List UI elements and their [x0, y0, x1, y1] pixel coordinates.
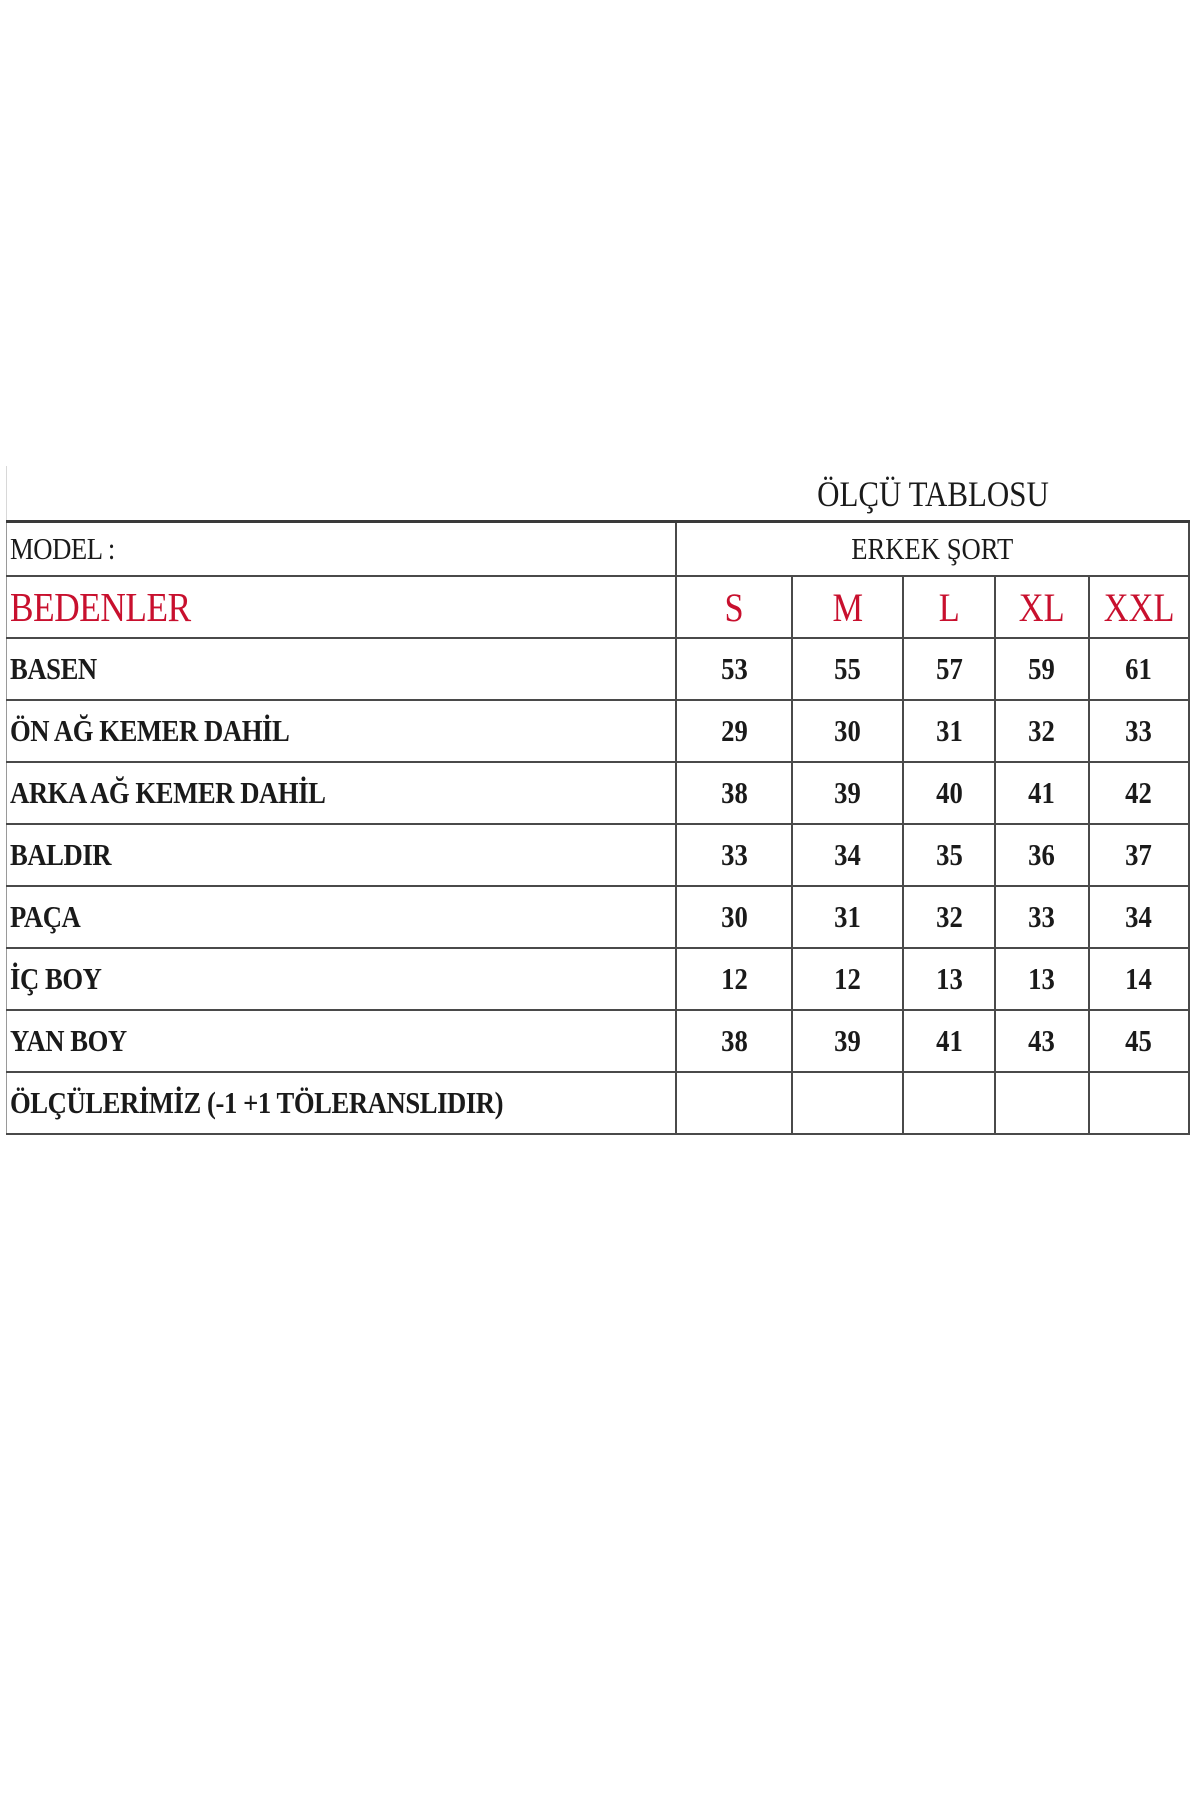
size-header: XL [1019, 584, 1065, 630]
value-cell [676, 638, 792, 700]
empty-cell [995, 1072, 1089, 1134]
value-cell [676, 886, 792, 948]
row-label-cell [7, 700, 676, 762]
empty-cell [1089, 1072, 1189, 1134]
cell-value: 43 [1028, 1023, 1056, 1058]
row-label-cell [7, 762, 676, 824]
chart-title: ÖLÇÜ TABLOSU [817, 474, 1049, 514]
cell-value: 38 [720, 775, 748, 810]
cell-value: 30 [720, 899, 748, 934]
size-header-cell [676, 576, 792, 638]
size-header-cell [903, 576, 995, 638]
left-border-line [6, 466, 7, 520]
value-cell [995, 1010, 1089, 1072]
model-label: MODEL : [10, 531, 115, 566]
cell-value: 31 [935, 713, 963, 748]
cell-value: 39 [834, 775, 861, 810]
row-label-cell [7, 948, 676, 1010]
model-row [7, 522, 1190, 577]
size-header-cell [792, 576, 903, 638]
value-cell [792, 886, 903, 948]
cell-value: 14 [1125, 961, 1153, 996]
cell-value: 32 [935, 899, 963, 934]
value-cell [676, 824, 792, 886]
tolerance-row [7, 1072, 1190, 1134]
cell-value: 55 [834, 651, 861, 686]
cell-value: 31 [834, 899, 861, 934]
cell-value: 33 [1028, 899, 1056, 934]
value-cell [903, 886, 995, 948]
model-label-cell [7, 522, 676, 577]
cell-value: 61 [1125, 651, 1153, 686]
value-cell [995, 886, 1089, 948]
value-cell [676, 700, 792, 762]
value-cell [1089, 948, 1189, 1010]
model-value: ERKEK ŞORT [851, 531, 1014, 566]
row-label: BALDIR [10, 837, 112, 872]
value-cell [792, 762, 903, 824]
cell-value: 37 [1125, 837, 1153, 872]
value-cell [995, 948, 1089, 1010]
size-chart [6, 466, 1190, 1152]
value-cell [903, 638, 995, 700]
cell-value: 34 [1125, 899, 1153, 934]
value-cell [903, 762, 995, 824]
row-label: BASEN [10, 651, 97, 686]
table-row [7, 638, 1190, 700]
cell-value: 34 [834, 837, 861, 872]
value-cell [995, 638, 1089, 700]
value-cell [995, 824, 1089, 886]
value-cell [676, 762, 792, 824]
row-label-cell [7, 638, 676, 700]
cell-value: 38 [720, 1023, 748, 1058]
value-cell [676, 1010, 792, 1072]
empty-cell [676, 1072, 792, 1134]
row-label: YAN BOY [10, 1023, 127, 1058]
table-row [7, 762, 1190, 824]
value-cell [1089, 824, 1189, 886]
sizes-header-row [7, 576, 1190, 638]
cell-value: 33 [1125, 713, 1153, 748]
value-cell [995, 762, 1089, 824]
cell-value: 45 [1125, 1023, 1153, 1058]
value-cell [1089, 886, 1189, 948]
cell-value: 40 [935, 775, 963, 810]
cell-value: 32 [1028, 713, 1056, 748]
cell-value: 36 [1028, 837, 1056, 872]
tolerance-note-cell [7, 1072, 676, 1134]
sizes-label: BEDENLER [10, 584, 191, 630]
row-label: PAÇA [10, 899, 81, 934]
cell-value: 13 [1028, 961, 1056, 996]
empty-cell [903, 1072, 995, 1134]
cell-value: 29 [720, 713, 748, 748]
cell-value: 59 [1028, 651, 1056, 686]
row-label: İÇ BOY [10, 961, 102, 996]
value-cell [995, 700, 1089, 762]
cell-value: 53 [720, 651, 748, 686]
value-cell [792, 638, 903, 700]
cell-value: 42 [1125, 775, 1153, 810]
value-cell [903, 948, 995, 1010]
value-cell [903, 1010, 995, 1072]
empty-cell [792, 1072, 903, 1134]
value-cell [676, 948, 792, 1010]
tolerance-note: ÖLÇÜLERİMİZ (-1 +1 TÖLERANSLIDIR) [10, 1085, 504, 1120]
cell-value: 35 [935, 837, 963, 872]
value-cell [792, 948, 903, 1010]
value-cell [1089, 1010, 1189, 1072]
cell-value: 30 [834, 713, 861, 748]
row-label: ÖN AĞ KEMER DAHİL [10, 713, 290, 748]
value-cell [792, 700, 903, 762]
value-cell [903, 700, 995, 762]
row-label-cell [7, 1010, 676, 1072]
cell-value: 57 [935, 651, 963, 686]
table-row [7, 886, 1190, 948]
table-row [7, 700, 1190, 762]
value-cell [903, 824, 995, 886]
value-cell [792, 824, 903, 886]
cell-value: 13 [935, 961, 963, 996]
value-cell [1089, 638, 1189, 700]
table-row [7, 824, 1190, 886]
size-header: L [938, 584, 960, 630]
table-row [7, 1010, 1190, 1072]
value-cell [1089, 762, 1189, 824]
row-label-cell [7, 824, 676, 886]
cell-value: 39 [834, 1023, 861, 1058]
table-row [7, 948, 1190, 1010]
size-header-cell [1089, 576, 1189, 638]
cell-value: 12 [720, 961, 748, 996]
cell-value: 41 [935, 1023, 963, 1058]
value-cell [1089, 700, 1189, 762]
row-label-cell [7, 886, 676, 948]
cell-value: 12 [834, 961, 861, 996]
row-label: ARKA AĞ KEMER DAHİL [10, 775, 326, 810]
size-header: M [832, 584, 863, 630]
cell-value: 41 [1028, 775, 1056, 810]
size-header: XXL [1103, 584, 1175, 630]
value-cell [792, 1010, 903, 1072]
model-value-cell [676, 522, 1189, 577]
size-header-cell [995, 576, 1089, 638]
sizes-label-cell [7, 576, 676, 638]
cell-value: 33 [720, 837, 748, 872]
size-table [6, 520, 1190, 1135]
size-header: S [724, 584, 744, 630]
